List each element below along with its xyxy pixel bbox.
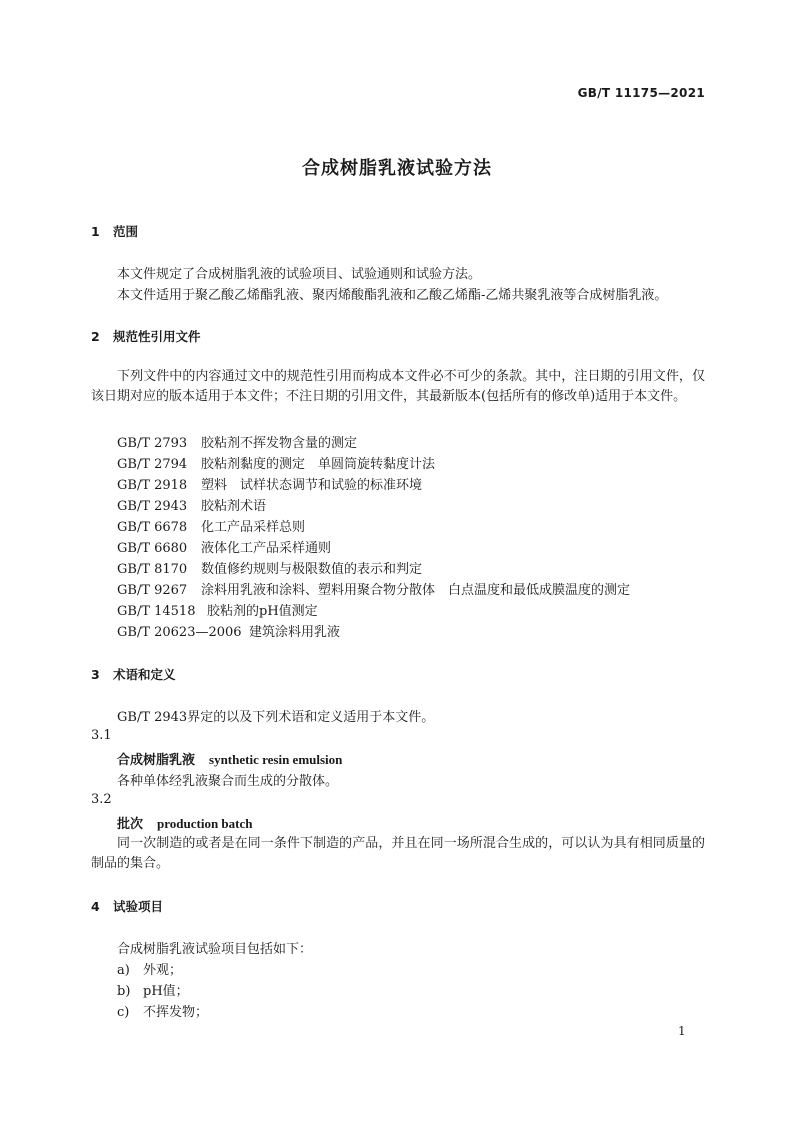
reference-item — [117, 474, 422, 493]
list-item — [117, 959, 182, 978]
document-title: 合成树脂乳液试验方法 — [302, 158, 492, 179]
list-text: pH值； — [143, 984, 189, 999]
reference-item — [117, 453, 435, 472]
reference-code: GB/T 2918 — [117, 478, 188, 493]
reference-title: 涂料用乳液和涂料、塑料用聚合物分散体 白点温度和最低成膜温度的测定 — [201, 583, 631, 598]
term-entry — [117, 749, 342, 768]
list-label: b) — [117, 984, 131, 999]
section-number: 4 — [91, 899, 100, 914]
reference-title: 塑料 试样状态调节和试验的标准环境 — [201, 478, 423, 493]
reference-code: GB/T 9267 — [117, 583, 188, 598]
reference-item — [117, 537, 331, 556]
section-title: 术语和定义 — [113, 667, 176, 682]
section-number: 1 — [91, 224, 100, 239]
paragraph: 本文件适用于聚乙酸乙烯酯乳液、聚丙烯酸酯乳液和乙酸乙烯酯-乙烯共聚乳液等合成树脂乳液。 — [117, 288, 668, 303]
section-heading-normative-references — [91, 327, 201, 345]
section-title: 试验项目 — [113, 899, 164, 914]
term-zh: 合成树脂乳液 — [117, 753, 196, 768]
page-number: 1 — [678, 1024, 686, 1038]
list-text: 外观； — [143, 963, 183, 978]
reference-item — [117, 432, 357, 451]
reference-item — [117, 516, 305, 535]
term-number: 3.2 — [91, 792, 112, 807]
reference-item — [117, 621, 340, 640]
reference-code: GB/T 2794 — [117, 457, 188, 472]
reference-item — [117, 495, 266, 514]
reference-title: 胶粘剂不挥发物含量的测定 — [201, 436, 358, 451]
standard-number: GB/T 11175—2021 — [577, 86, 705, 100]
reference-title: 胶粘剂术语 — [201, 499, 267, 514]
paragraph: GB/T 2943界定的以及下列术语和定义适用于本文件。 — [117, 710, 435, 725]
reference-item — [117, 558, 422, 577]
reference-code: GB/T 6678 — [117, 520, 188, 535]
section-number: 3 — [91, 667, 100, 682]
list-item — [117, 980, 189, 999]
reference-item — [117, 600, 318, 619]
reference-title: 建筑涂料用乳液 — [249, 625, 341, 640]
list-item — [117, 1001, 208, 1020]
term-number: 3.1 — [91, 728, 112, 743]
term-en: synthetic resin emulsion — [209, 752, 343, 767]
list-label: a) — [117, 963, 130, 978]
section-title: 规范性引用文件 — [113, 329, 201, 344]
reference-code: GB/T 8170 — [117, 562, 188, 577]
reference-code: GB/T 2793 — [117, 436, 188, 451]
reference-title: 胶粘剂的pH值测定 — [207, 604, 318, 619]
term-definition: 各种单体经乳液聚合而生成的分散体。 — [117, 774, 339, 789]
reference-code: GB/T 2943 — [117, 499, 188, 514]
reference-code: GB/T 14518 — [117, 604, 196, 619]
reference-title: 液体化工产品采样通则 — [201, 541, 332, 556]
section-heading-test-items — [91, 897, 163, 915]
term-definition: 同一次制造的或者是在同一条件下制造的产品，并且在同一场所混合生成的，可以认为具有相同质量的制品的集合。 — [91, 836, 705, 871]
term-zh: 批次 — [117, 817, 144, 832]
section-heading-scope — [91, 222, 138, 240]
reference-title: 胶粘剂黏度的测定 单圆筒旋转黏度计法 — [201, 457, 436, 472]
paragraph: 本文件规定了合成树脂乳液的试验项目、试验通则和试验方法。 — [117, 267, 482, 282]
reference-item — [117, 579, 630, 598]
section-title: 范围 — [113, 224, 139, 239]
reference-code: GB/T 6680 — [117, 541, 188, 556]
list-label: c) — [117, 1005, 130, 1020]
term-entry — [117, 813, 253, 832]
section-heading-terms-definitions — [91, 665, 176, 683]
list-text: 不挥发物； — [143, 1005, 209, 1020]
reference-title: 数值修约规则与极限数值的表示和判定 — [201, 562, 423, 577]
section-number: 2 — [91, 329, 100, 344]
paragraph: 下列文件中的内容通过文中的规范性引用而构成本文件必不可少的条款。其中，注日期的引用文件，仅该日期对应的版本适用于本文件；不注日期的引用文件，其最新版本(包括所有的修改单)适用于本文件。 — [91, 369, 705, 404]
reference-code: GB/T 20623—2006 — [117, 625, 242, 640]
paragraph: 合成树脂乳液试验项目包括如下： — [117, 942, 313, 957]
term-en: production batch — [157, 816, 253, 831]
reference-title: 化工产品采样总则 — [201, 520, 306, 535]
